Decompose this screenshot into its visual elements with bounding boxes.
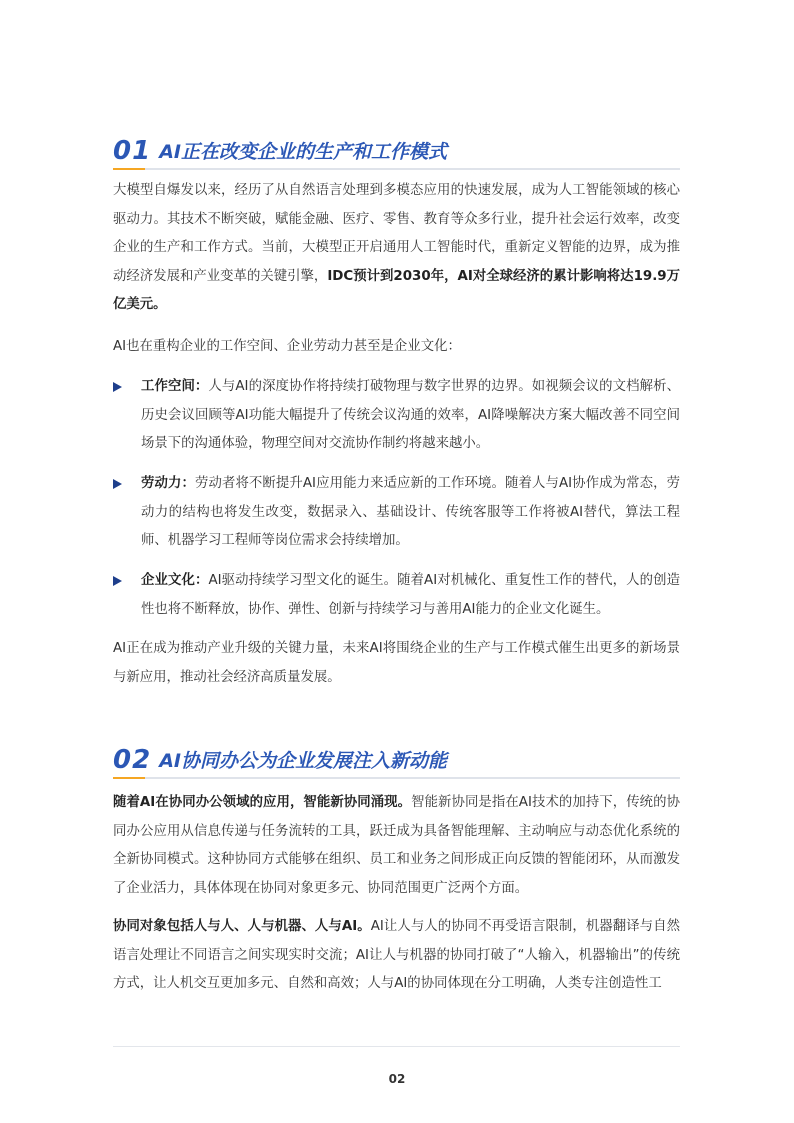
- section-2-number: 02: [113, 745, 152, 775]
- section-1-divider: [113, 168, 680, 170]
- section-1-number: 01: [113, 136, 152, 166]
- bullet-culture: 企业文化：AI驱动持续学习型文化的诞生。随着AI对机械化、重复性工作的替代，人的创造性也将不断释放，协作、弹性、创新与持续学习与善用AI能力的企业文化诞生。: [113, 567, 680, 624]
- section-2-accent: [113, 777, 145, 779]
- page-number: 02: [388, 1072, 406, 1086]
- triangle-bullet-icon: [113, 576, 122, 586]
- bullet-label: 工作空间：: [141, 379, 209, 394]
- section-1-title: AI正在改变企业的生产和工作模式: [159, 141, 447, 163]
- section-1-accent: [113, 168, 145, 170]
- bullet-workforce: 劳动力：劳动者将不断提升AI应用能力来适应新的工作环境。随着人与AI协作成为常态，劳动力的结构也将发生改变，数据录入、基础设计、传统客服等工作将被AI替代，算法工程师、机器学习工程师等岗位需求会持续增加。: [113, 470, 680, 556]
- triangle-bullet-icon: [113, 479, 122, 489]
- bullet-workspace: 工作空间：人与AI的深度协作将持续打破物理与数字世界的边界。如视频会议的文档解析、历史会议回顾等AI功能大幅提升了传统会议沟通的效率，AI降噪解决方案大幅改善不同空间场景下的沟通体验，物理空间对交流协作制约将越来越小。: [113, 373, 680, 459]
- section-2-heading: [113, 733, 447, 773]
- bullet-label: 劳动力：: [141, 476, 195, 491]
- section-2-title: AI协同办公为企业发展注入新动能: [159, 750, 447, 772]
- section-2-paragraph-1: 随着AI在协同办公领域的应用，智能新协同涌现。智能新协同是指在AI技术的加持下，传统的协同办公应用从信息传递与任务流转的工具，跃迁成为具备智能理解、主动响应与动态优化系统的全新协同模式。这种协同方式能够在组织、员工和业务之间形成正向反馈的智能闭环，从而激发了企业活力，具体体现在协同对象更多元、协同范围更广泛两个方面。: [113, 795, 680, 896]
- section-2-paragraph-2: 协同对象包括人与人、人与机器、人与AI。AI让人与人的协同不再受语言限制，机器翻译与自然语言处理让不同语言之间实现实时交流；AI让人与机器的协同打破了“人输入，机器输出”的传统方式，让人机交互更加多元、自然和高效；人与AI的协同体现在分工明确，人类专注创造性工: [113, 919, 680, 992]
- section-2-divider: [113, 777, 680, 779]
- section-1-paragraph-1: 大模型自爆发以来，经历了从自然语言处理到多模态应用的快速发展，成为人工智能领域的核心驱动力。其技术不断突破，赋能金融、医疗、零售、教育等众多行业，提升社会运行效率，改变企业的生产和工作方式。当前，大模型正开启通用人工智能时代，重新定义智能的边界，成为推动经济发展和产业变革的关键引擎，IDC预计到2030年，AI对全球经济的累计影响将达19.9万亿美元。: [113, 183, 680, 313]
- section-1-heading: [113, 124, 447, 164]
- footer-divider: [113, 1046, 680, 1047]
- section-1-paragraph-3: AI正在成为推动产业升级的关键力量，未来AI将围绕企业的生产与工作模式催生出更多的新场景与新应用，推动社会经济高质量发展。: [113, 641, 680, 685]
- triangle-bullet-icon: [113, 382, 122, 392]
- idc-forecast-highlight: IDC预计到2030年，AI对全球经济的累计影响将达19.9万亿美元。: [113, 268, 680, 313]
- bullet-label: 企业文化：: [141, 573, 209, 588]
- section-1-paragraph-2: AI也在重构企业的工作空间、企业劳动力甚至是企业文化：: [113, 339, 461, 354]
- section-2-paragraph-1-lead: 随着AI在协同办公领域的应用，智能新协同涌现。: [113, 795, 412, 810]
- section-2-paragraph-2-lead: 协同对象包括人与人、人与机器、人与AI。: [113, 919, 371, 934]
